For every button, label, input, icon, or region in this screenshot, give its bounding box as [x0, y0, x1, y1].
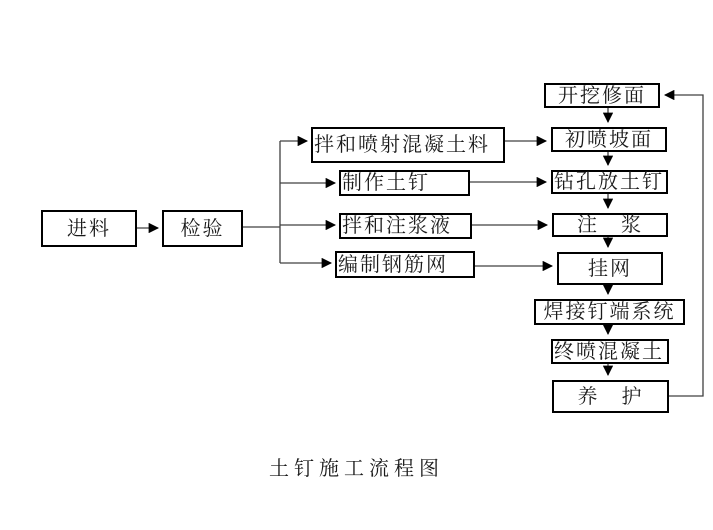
node-hang-mesh: [557, 252, 663, 285]
node-curing: [552, 380, 669, 413]
node-drill-place-nails-label: 钻孔放土钉: [554, 171, 664, 193]
node-feed-label: 进料: [67, 217, 111, 240]
node-inspect-label: 检验: [180, 217, 225, 240]
node-final-shotcrete-label: 终喷混凝土: [554, 340, 664, 363]
node-feed: [41, 210, 137, 247]
node-initial-shotcrete: [551, 127, 667, 152]
node-final-shotcrete: [551, 339, 669, 364]
node-drill-place-nails: [551, 170, 668, 194]
node-weld-nail-end: [534, 299, 685, 325]
node-grouting: [552, 213, 668, 237]
node-make-soil-nails: [339, 170, 470, 196]
node-make-soil-nails-label: 制作土钉: [342, 172, 430, 194]
node-mix-shotcrete: [311, 127, 505, 163]
diagram-caption: 土钉施工流程图: [269, 458, 444, 480]
node-curing-label: 养 护: [577, 385, 644, 408]
node-weave-rebar-mesh-label: 编制钢筋网: [338, 253, 448, 276]
node-inspect: [162, 210, 243, 247]
node-mix-grout-label: 拌和注浆液: [342, 215, 452, 237]
node-mix-grout: [339, 213, 472, 239]
node-mix-shotcrete-label: 拌和喷射混凝土料: [314, 134, 490, 156]
node-grouting-label: 注 浆: [577, 214, 643, 236]
node-initial-shotcrete-label: 初喷坡面: [565, 128, 653, 151]
node-weave-rebar-mesh: [335, 251, 475, 278]
node-hang-mesh-label: 挂网: [588, 257, 632, 280]
node-excavate-trim: [544, 83, 660, 108]
node-weld-nail-end-label: 焊接钉端系统: [543, 301, 676, 323]
node-excavate-trim-label: 开挖修面: [558, 84, 646, 107]
connector-curing-feedback: [665, 95, 703, 396]
